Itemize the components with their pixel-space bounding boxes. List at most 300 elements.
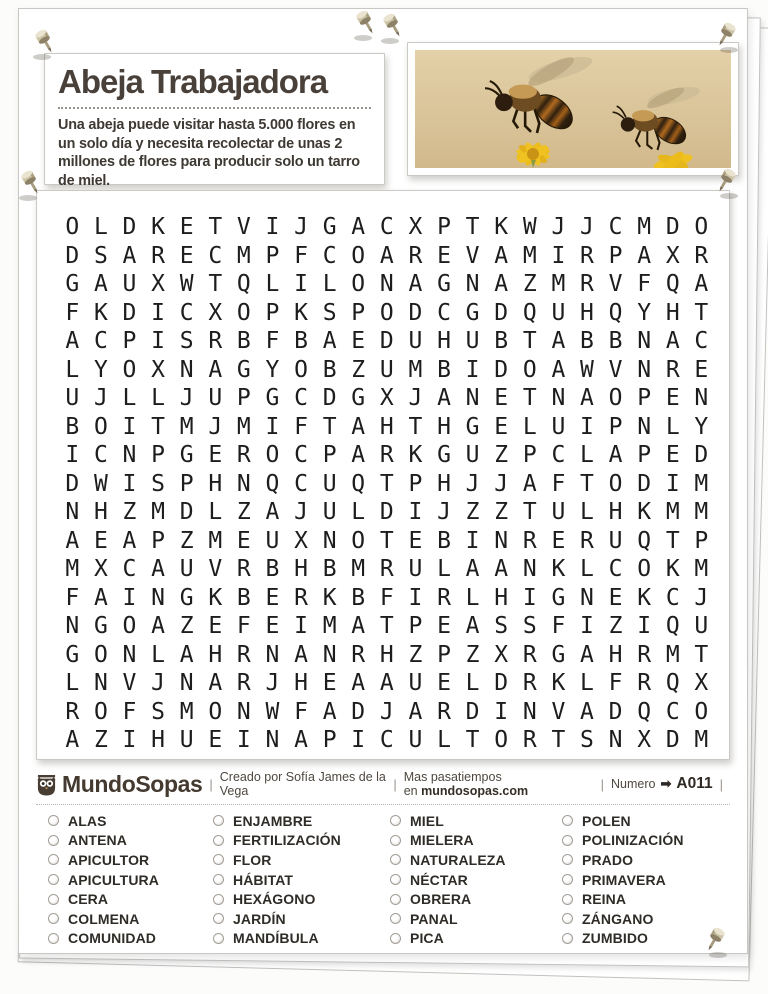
grid-cell-r11c17[interactable]: T <box>522 499 537 526</box>
grid-cell-r18c22[interactable]: C <box>665 698 680 725</box>
grid-cell-r7c2[interactable]: J <box>93 385 108 412</box>
grid-cell-r15c1[interactable]: N <box>65 613 80 640</box>
grid-cell-r5c22[interactable]: A <box>665 328 680 355</box>
grid-cell-r14c17[interactable]: I <box>522 584 537 611</box>
grid-cell-r11c9[interactable]: J <box>294 499 308 526</box>
grid-cell-r9c6[interactable]: E <box>208 442 223 469</box>
grid-cell-r3c12[interactable]: N <box>379 271 394 298</box>
grid-cell-r19c9[interactable]: A <box>294 727 308 754</box>
grid-cell-r7c9[interactable]: C <box>294 385 308 412</box>
grid-cell-r5c15[interactable]: U <box>465 328 480 355</box>
grid-cell-r9c22[interactable]: E <box>665 442 680 469</box>
grid-cell-r12c17[interactable]: R <box>522 527 537 554</box>
grid-cell-r2c1[interactable]: D <box>65 242 80 269</box>
grid-cell-r11c1[interactable]: N <box>65 499 80 526</box>
word-bullet-circle[interactable] <box>562 874 573 885</box>
grid-cell-r8c9[interactable]: F <box>294 413 308 440</box>
grid-cell-r18c15[interactable]: D <box>465 698 480 725</box>
grid-cell-r17c7[interactable]: R <box>236 670 251 697</box>
grid-cell-r7c7[interactable]: P <box>236 385 251 412</box>
grid-cell-r14c11[interactable]: B <box>351 584 366 611</box>
grid-cell-r1c1[interactable]: O <box>65 214 80 241</box>
grid-cell-r5c20[interactable]: B <box>608 328 623 355</box>
word-bullet-circle[interactable] <box>562 894 573 905</box>
grid-cell-r5c3[interactable]: P <box>122 328 137 355</box>
grid-cell-r3c3[interactable]: U <box>122 271 137 298</box>
grid-cell-r19c5[interactable]: U <box>179 727 194 754</box>
grid-cell-r4c16[interactable]: D <box>494 299 509 326</box>
grid-cell-r9c21[interactable]: P <box>637 442 652 469</box>
grid-cell-r18c4[interactable]: S <box>151 698 165 725</box>
grid-cell-r19c22[interactable]: D <box>665 727 680 754</box>
grid-cell-r7c4[interactable]: L <box>151 385 165 412</box>
grid-cell-r13c18[interactable]: K <box>551 556 566 583</box>
grid-cell-r10c11[interactable]: Q <box>351 470 366 497</box>
grid-cell-r9c4[interactable]: P <box>151 442 165 469</box>
grid-cell-r6c2[interactable]: Y <box>93 356 108 383</box>
grid-cell-r1c7[interactable]: V <box>236 214 251 241</box>
grid-cell-r7c14[interactable]: A <box>437 385 451 412</box>
grid-cell-r11c8[interactable]: A <box>265 499 280 526</box>
grid-cell-r5c17[interactable]: T <box>522 328 537 355</box>
grid-cell-r5c16[interactable]: B <box>494 328 509 355</box>
grid-cell-r15c18[interactable]: F <box>551 613 566 640</box>
grid-cell-r1c12[interactable]: C <box>379 214 394 241</box>
grid-cell-r10c8[interactable]: Q <box>265 470 280 497</box>
grid-cell-r1c6[interactable]: T <box>208 214 223 241</box>
grid-cell-r16c21[interactable]: R <box>637 641 652 668</box>
grid-cell-r3c14[interactable]: G <box>437 271 451 298</box>
grid-cell-r8c11[interactable]: A <box>351 413 366 440</box>
grid-cell-r14c12[interactable]: F <box>379 584 394 611</box>
grid-cell-r10c19[interactable]: T <box>580 470 594 497</box>
grid-cell-r11c2[interactable]: H <box>93 499 108 526</box>
grid-cell-r12c8[interactable]: U <box>265 527 280 554</box>
grid-cell-r13c5[interactable]: U <box>179 556 194 583</box>
grid-cell-r10c4[interactable]: S <box>151 470 165 497</box>
grid-cell-r10c20[interactable]: O <box>608 470 623 497</box>
grid-cell-r13c9[interactable]: H <box>294 556 308 583</box>
word-bullet-circle[interactable] <box>48 854 59 865</box>
grid-cell-r14c4[interactable]: N <box>151 584 165 611</box>
grid-cell-r3c16[interactable]: A <box>494 271 509 298</box>
grid-cell-r16c4[interactable]: L <box>151 641 165 668</box>
grid-cell-r8c16[interactable]: E <box>494 413 509 440</box>
grid-cell-r5c6[interactable]: R <box>208 328 223 355</box>
grid-cell-r2c5[interactable]: E <box>179 242 194 269</box>
grid-cell-r10c18[interactable]: F <box>551 470 566 497</box>
grid-cell-r7c1[interactable]: U <box>65 385 80 412</box>
grid-cell-r11c3[interactable]: Z <box>122 499 137 526</box>
grid-cell-r2c7[interactable]: M <box>236 242 251 269</box>
grid-cell-r9c5[interactable]: G <box>179 442 194 469</box>
grid-cell-r16c12[interactable]: H <box>379 641 394 668</box>
grid-cell-r14c10[interactable]: K <box>322 584 337 611</box>
grid-cell-r16c19[interactable]: A <box>580 641 594 668</box>
grid-cell-r15c20[interactable]: Z <box>608 613 623 640</box>
grid-cell-r14c7[interactable]: B <box>236 584 251 611</box>
grid-cell-r7c20[interactable]: O <box>608 385 623 412</box>
grid-cell-r17c20[interactable]: F <box>608 670 623 697</box>
grid-cell-r17c9[interactable]: H <box>294 670 308 697</box>
grid-cell-r16c22[interactable]: M <box>665 641 680 668</box>
grid-cell-r4c19[interactable]: H <box>580 299 594 326</box>
grid-cell-r6c8[interactable]: Y <box>265 356 280 383</box>
grid-cell-r17c17[interactable]: R <box>522 670 537 697</box>
grid-cell-r2c9[interactable]: F <box>294 242 308 269</box>
grid-cell-r19c20[interactable]: N <box>608 727 623 754</box>
grid-cell-r17c13[interactable]: U <box>408 670 423 697</box>
grid-cell-r6c15[interactable]: I <box>465 356 480 383</box>
grid-cell-r17c4[interactable]: J <box>151 670 165 697</box>
grid-cell-r15c14[interactable]: E <box>437 613 451 640</box>
grid-cell-r17c22[interactable]: Q <box>665 670 680 697</box>
grid-cell-r7c13[interactable]: J <box>408 385 423 412</box>
word-bullet-circle[interactable] <box>48 894 59 905</box>
grid-cell-r6c20[interactable]: V <box>608 356 623 383</box>
grid-cell-r14c23[interactable]: J <box>694 584 709 611</box>
grid-cell-r7c21[interactable]: P <box>637 385 652 412</box>
grid-cell-r2c10[interactable]: C <box>322 242 337 269</box>
grid-cell-r14c9[interactable]: R <box>294 584 308 611</box>
grid-cell-r18c10[interactable]: A <box>322 698 337 725</box>
grid-cell-r8c23[interactable]: Y <box>694 413 709 440</box>
grid-cell-r13c3[interactable]: C <box>122 556 137 583</box>
grid-cell-r18c21[interactable]: Q <box>637 698 652 725</box>
grid-cell-r12c19[interactable]: R <box>580 527 594 554</box>
grid-cell-r2c6[interactable]: C <box>208 242 223 269</box>
grid-cell-r17c14[interactable]: E <box>437 670 451 697</box>
word-bullet-circle[interactable] <box>390 835 401 846</box>
grid-cell-r3c20[interactable]: V <box>608 271 623 298</box>
grid-cell-r12c9[interactable]: X <box>294 527 308 554</box>
grid-cell-r5c4[interactable]: I <box>151 328 165 355</box>
grid-cell-r15c4[interactable]: A <box>151 613 165 640</box>
grid-cell-r6c13[interactable]: M <box>408 356 423 383</box>
grid-cell-r3c8[interactable]: L <box>265 271 280 298</box>
grid-cell-r13c12[interactable]: R <box>379 556 394 583</box>
grid-cell-r12c1[interactable]: A <box>65 527 80 554</box>
grid-cell-r7c10[interactable]: D <box>322 385 337 412</box>
grid-cell-r19c15[interactable]: T <box>465 727 480 754</box>
grid-cell-r8c17[interactable]: L <box>522 413 537 440</box>
grid-cell-r6c4[interactable]: X <box>151 356 165 383</box>
grid-cell-r14c15[interactable]: L <box>465 584 480 611</box>
grid-cell-r7c18[interactable]: N <box>551 385 566 412</box>
grid-cell-r14c20[interactable]: E <box>608 584 623 611</box>
grid-cell-r18c9[interactable]: F <box>294 698 308 725</box>
grid-cell-r11c11[interactable]: L <box>351 499 366 526</box>
grid-cell-r13c8[interactable]: B <box>265 556 280 583</box>
grid-cell-r3c4[interactable]: X <box>151 271 165 298</box>
grid-cell-r3c7[interactable]: Q <box>236 271 251 298</box>
grid-cell-r4c8[interactable]: P <box>265 299 280 326</box>
grid-cell-r1c4[interactable]: K <box>151 214 165 241</box>
grid-cell-r2c3[interactable]: A <box>122 242 137 269</box>
grid-cell-r13c10[interactable]: B <box>322 556 337 583</box>
grid-cell-r1c2[interactable]: L <box>93 214 108 241</box>
grid-cell-r9c12[interactable]: R <box>379 442 394 469</box>
grid-cell-r8c8[interactable]: I <box>265 413 280 440</box>
grid-cell-r10c21[interactable]: D <box>637 470 652 497</box>
grid-cell-r8c19[interactable]: I <box>580 413 594 440</box>
grid-cell-r18c14[interactable]: R <box>437 698 451 725</box>
grid-cell-r18c12[interactable]: J <box>379 698 394 725</box>
word-bullet-circle[interactable] <box>562 913 573 924</box>
grid-cell-r15c13[interactable]: P <box>408 613 423 640</box>
grid-cell-r8c21[interactable]: N <box>637 413 652 440</box>
grid-cell-r19c17[interactable]: R <box>522 727 537 754</box>
word-bullet-circle[interactable] <box>48 874 59 885</box>
grid-cell-r1c11[interactable]: A <box>351 214 366 241</box>
grid-cell-r11c10[interactable]: U <box>322 499 337 526</box>
grid-cell-r17c21[interactable]: R <box>637 670 652 697</box>
grid-cell-r8c20[interactable]: P <box>608 413 623 440</box>
grid-cell-r8c1[interactable]: B <box>65 413 80 440</box>
grid-cell-r11c23[interactable]: M <box>694 499 709 526</box>
grid-cell-r6c3[interactable]: O <box>122 356 137 383</box>
grid-cell-r7c23[interactable]: N <box>694 385 709 412</box>
grid-cell-r7c3[interactable]: L <box>122 385 137 412</box>
grid-cell-r5c21[interactable]: N <box>637 328 652 355</box>
site-link[interactable]: mundosopas.com <box>421 784 529 798</box>
grid-cell-r2c18[interactable]: I <box>551 242 566 269</box>
grid-cell-r16c10[interactable]: N <box>322 641 337 668</box>
grid-cell-r3c10[interactable]: L <box>322 271 337 298</box>
grid-cell-r4c21[interactable]: Y <box>637 299 652 326</box>
grid-cell-r12c21[interactable]: Q <box>637 527 652 554</box>
grid-cell-r19c23[interactable]: M <box>694 727 709 754</box>
grid-cell-r9c7[interactable]: R <box>236 442 251 469</box>
grid-cell-r18c20[interactable]: D <box>608 698 623 725</box>
grid-cell-r4c14[interactable]: C <box>437 299 451 326</box>
grid-cell-r1c5[interactable]: E <box>179 214 194 241</box>
grid-cell-r13c7[interactable]: R <box>236 556 251 583</box>
grid-cell-r12c18[interactable]: E <box>551 527 566 554</box>
grid-cell-r17c15[interactable]: L <box>465 670 480 697</box>
grid-cell-r11c5[interactable]: D <box>179 499 194 526</box>
grid-cell-r5c5[interactable]: S <box>179 328 194 355</box>
grid-cell-r7c5[interactable]: J <box>179 385 194 412</box>
grid-cell-r18c7[interactable]: N <box>236 698 251 725</box>
grid-cell-r18c8[interactable]: W <box>265 698 280 725</box>
word-bullet-circle[interactable] <box>48 815 59 826</box>
grid-cell-r4c4[interactable]: I <box>151 299 165 326</box>
grid-cell-r13c13[interactable]: U <box>408 556 423 583</box>
grid-cell-r18c1[interactable]: R <box>65 698 80 725</box>
grid-cell-r10c12[interactable]: T <box>379 470 394 497</box>
grid-cell-r13c6[interactable]: V <box>208 556 223 583</box>
grid-cell-r7c11[interactable]: G <box>351 385 366 412</box>
grid-cell-r4c12[interactable]: O <box>379 299 394 326</box>
grid-cell-r10c3[interactable]: I <box>122 470 137 497</box>
grid-cell-r11c14[interactable]: J <box>437 499 451 526</box>
grid-cell-r6c17[interactable]: O <box>522 356 537 383</box>
grid-cell-r6c22[interactable]: R <box>665 356 680 383</box>
grid-cell-r6c5[interactable]: N <box>179 356 194 383</box>
grid-cell-r19c7[interactable]: I <box>236 727 251 754</box>
grid-cell-r13c22[interactable]: K <box>665 556 680 583</box>
grid-cell-r1c3[interactable]: D <box>122 214 137 241</box>
grid-cell-r2c23[interactable]: R <box>694 242 709 269</box>
grid-cell-r14c8[interactable]: E <box>265 584 280 611</box>
grid-cell-r5c8[interactable]: F <box>265 328 280 355</box>
grid-cell-r17c16[interactable]: D <box>494 670 509 697</box>
grid-cell-r14c3[interactable]: I <box>122 584 137 611</box>
grid-cell-r8c14[interactable]: H <box>437 413 451 440</box>
word-bullet-circle[interactable] <box>562 835 573 846</box>
grid-cell-r6c10[interactable]: B <box>322 356 337 383</box>
grid-cell-r2c4[interactable]: R <box>151 242 165 269</box>
grid-cell-r3c22[interactable]: Q <box>665 271 680 298</box>
grid-cell-r15c9[interactable]: I <box>294 613 308 640</box>
grid-cell-r4c20[interactable]: Q <box>608 299 623 326</box>
grid-cell-r17c10[interactable]: E <box>322 670 337 697</box>
grid-cell-r12c6[interactable]: M <box>208 527 223 554</box>
grid-cell-r8c4[interactable]: T <box>151 413 165 440</box>
grid-cell-r19c16[interactable]: O <box>494 727 509 754</box>
grid-cell-r7c17[interactable]: T <box>522 385 537 412</box>
grid-cell-r19c8[interactable]: N <box>265 727 280 754</box>
grid-cell-r6c21[interactable]: N <box>637 356 652 383</box>
grid-cell-r13c17[interactable]: N <box>522 556 537 583</box>
grid-cell-r2c15[interactable]: V <box>465 242 480 269</box>
grid-cell-r11c20[interactable]: H <box>608 499 623 526</box>
grid-cell-r19c1[interactable]: A <box>65 727 80 754</box>
grid-cell-r17c18[interactable]: K <box>551 670 566 697</box>
grid-cell-r6c1[interactable]: L <box>65 356 80 383</box>
grid-cell-r9c20[interactable]: A <box>608 442 623 469</box>
grid-cell-r19c3[interactable]: I <box>122 727 137 754</box>
grid-cell-r16c11[interactable]: R <box>351 641 366 668</box>
grid-cell-r1c16[interactable]: K <box>494 214 509 241</box>
grid-cell-r6c11[interactable]: Z <box>351 356 366 383</box>
grid-cell-r14c19[interactable]: N <box>580 584 594 611</box>
grid-cell-r10c1[interactable]: D <box>65 470 80 497</box>
grid-cell-r11c7[interactable]: Z <box>236 499 251 526</box>
grid-cell-r2c19[interactable]: R <box>580 242 594 269</box>
grid-cell-r7c22[interactable]: E <box>665 385 680 412</box>
grid-cell-r18c2[interactable]: O <box>93 698 108 725</box>
grid-cell-r16c16[interactable]: X <box>494 641 509 668</box>
grid-cell-r2c21[interactable]: A <box>637 242 652 269</box>
grid-cell-r18c5[interactable]: M <box>179 698 194 725</box>
grid-cell-r17c5[interactable]: N <box>179 670 194 697</box>
grid-cell-r10c10[interactable]: U <box>322 470 337 497</box>
grid-cell-r11c21[interactable]: K <box>637 499 652 526</box>
word-bullet-circle[interactable] <box>390 894 401 905</box>
word-bullet-circle[interactable] <box>390 933 401 944</box>
grid-cell-r1c21[interactable]: M <box>637 214 652 241</box>
grid-cell-r7c8[interactable]: G <box>265 385 280 412</box>
grid-cell-r6c12[interactable]: U <box>379 356 394 383</box>
grid-cell-r17c6[interactable]: A <box>208 670 223 697</box>
grid-cell-r8c2[interactable]: O <box>93 413 108 440</box>
word-bullet-circle[interactable] <box>213 913 224 924</box>
grid-cell-r7c15[interactable]: N <box>465 385 480 412</box>
grid-cell-r19c4[interactable]: H <box>151 727 165 754</box>
grid-cell-r16c14[interactable]: P <box>437 641 451 668</box>
grid-cell-r15c5[interactable]: Z <box>179 613 194 640</box>
grid-cell-r2c17[interactable]: M <box>522 242 537 269</box>
grid-cell-r15c12[interactable]: T <box>379 613 394 640</box>
word-bullet-circle[interactable] <box>213 854 224 865</box>
grid-cell-r10c7[interactable]: N <box>236 470 251 497</box>
word-bullet-circle[interactable] <box>390 815 401 826</box>
grid-cell-r11c13[interactable]: I <box>408 499 423 526</box>
grid-cell-r19c13[interactable]: U <box>408 727 423 754</box>
grid-cell-r9c17[interactable]: P <box>522 442 537 469</box>
grid-cell-r5c9[interactable]: B <box>294 328 308 355</box>
grid-cell-r16c7[interactable]: R <box>236 641 251 668</box>
grid-cell-r13c23[interactable]: M <box>694 556 709 583</box>
grid-cell-r18c19[interactable]: A <box>580 698 594 725</box>
grid-cell-r1c18[interactable]: J <box>551 214 566 241</box>
grid-cell-r6c23[interactable]: E <box>694 356 709 383</box>
grid-cell-r9c8[interactable]: O <box>265 442 280 469</box>
word-bullet-circle[interactable] <box>390 874 401 885</box>
grid-cell-r2c20[interactable]: P <box>608 242 623 269</box>
word-bullet-circle[interactable] <box>48 933 59 944</box>
grid-cell-r8c12[interactable]: H <box>379 413 394 440</box>
grid-cell-r10c16[interactable]: J <box>494 470 509 497</box>
grid-cell-r18c6[interactable]: O <box>208 698 223 725</box>
grid-cell-r9c16[interactable]: Z <box>494 442 509 469</box>
grid-cell-r10c22[interactable]: I <box>665 470 680 497</box>
grid-cell-r8c22[interactable]: L <box>665 413 680 440</box>
grid-cell-r9c18[interactable]: C <box>551 442 566 469</box>
grid-cell-r2c11[interactable]: O <box>351 242 366 269</box>
grid-cell-r3c11[interactable]: O <box>351 271 366 298</box>
word-bullet-circle[interactable] <box>390 913 401 924</box>
grid-cell-r5c1[interactable]: A <box>65 328 80 355</box>
grid-cell-r7c12[interactable]: X <box>379 385 394 412</box>
grid-cell-r4c2[interactable]: K <box>93 299 108 326</box>
grid-cell-r3c17[interactable]: Z <box>522 271 537 298</box>
grid-cell-r17c23[interactable]: X <box>694 670 709 697</box>
grid-cell-r9c14[interactable]: G <box>437 442 451 469</box>
grid-cell-r18c18[interactable]: V <box>551 698 566 725</box>
grid-cell-r12c5[interactable]: Z <box>179 527 194 554</box>
grid-cell-r3c5[interactable]: W <box>179 271 194 298</box>
grid-cell-r3c9[interactable]: I <box>294 271 308 298</box>
grid-cell-r6c9[interactable]: O <box>294 356 308 383</box>
grid-cell-r19c6[interactable]: E <box>208 727 223 754</box>
word-bullet-circle[interactable] <box>48 835 59 846</box>
grid-cell-r12c23[interactable]: P <box>694 527 709 554</box>
grid-cell-r2c13[interactable]: R <box>408 242 423 269</box>
grid-cell-r17c8[interactable]: J <box>265 670 280 697</box>
grid-cell-r1c19[interactable]: J <box>580 214 594 241</box>
grid-cell-r4c6[interactable]: X <box>208 299 223 326</box>
grid-cell-r17c1[interactable]: L <box>65 670 80 697</box>
grid-cell-r12c15[interactable]: I <box>465 527 480 554</box>
grid-cell-r19c10[interactable]: P <box>322 727 337 754</box>
grid-cell-r19c19[interactable]: S <box>580 727 594 754</box>
grid-cell-r16c18[interactable]: G <box>551 641 566 668</box>
grid-cell-r15c16[interactable]: S <box>494 613 509 640</box>
grid-cell-r14c5[interactable]: G <box>179 584 194 611</box>
grid-cell-r12c20[interactable]: U <box>608 527 623 554</box>
grid-cell-r6c19[interactable]: W <box>580 356 594 383</box>
grid-cell-r12c10[interactable]: N <box>322 527 337 554</box>
grid-cell-r4c10[interactable]: S <box>322 299 337 326</box>
grid-cell-r16c8[interactable]: N <box>265 641 280 668</box>
grid-cell-r15c2[interactable]: G <box>93 613 108 640</box>
grid-cell-r8c13[interactable]: T <box>408 413 423 440</box>
word-bullet-circle[interactable] <box>213 815 224 826</box>
grid-cell-r15c8[interactable]: E <box>265 613 280 640</box>
